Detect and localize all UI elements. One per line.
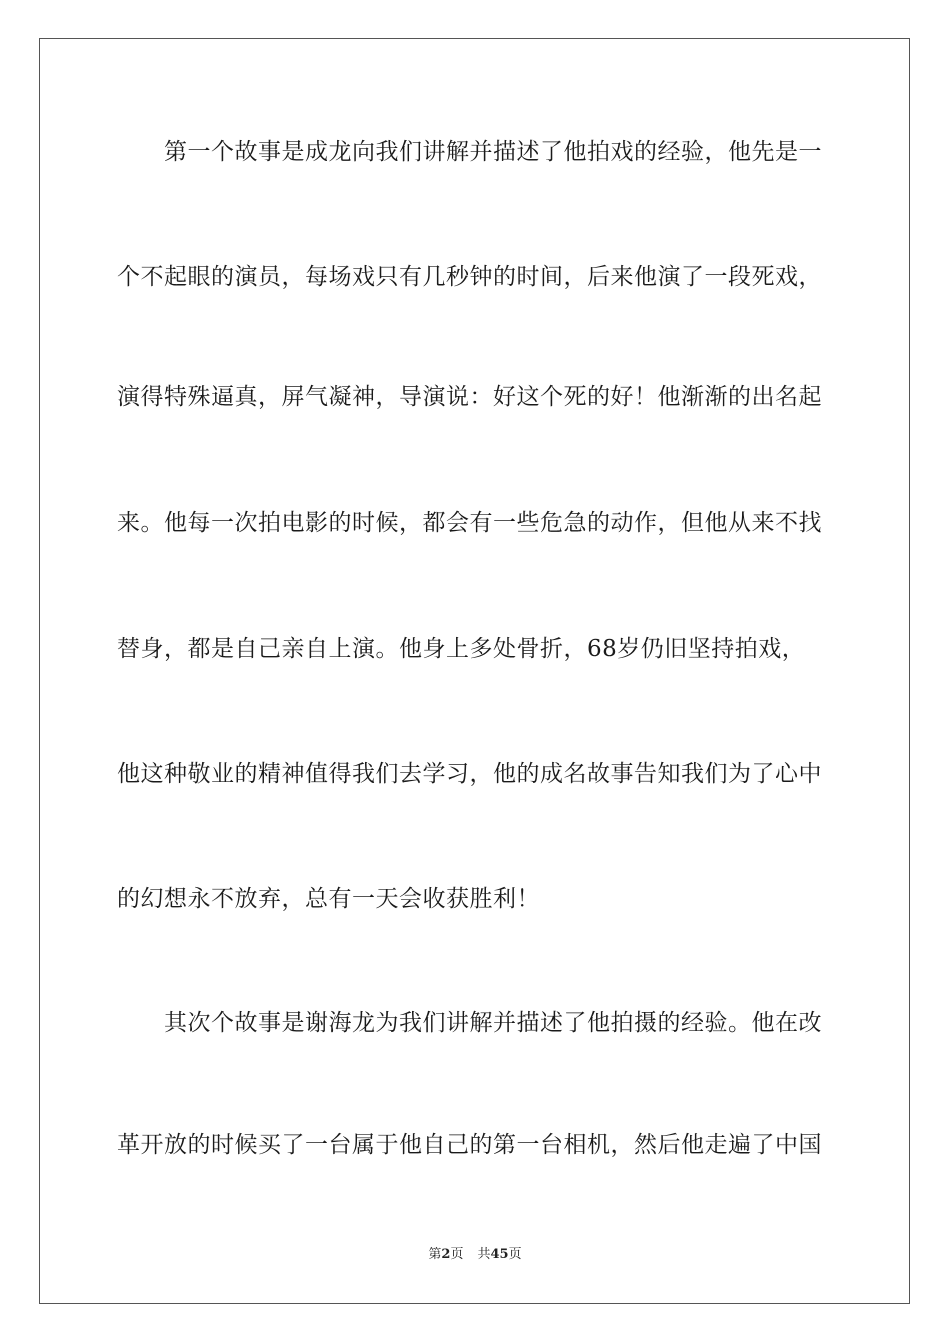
- page-border: [39, 38, 910, 1304]
- text-line: 演得特殊逼真，屏气凝神，导演说：好这个死的好！他渐渐的出名起: [117, 384, 822, 410]
- page-suffix: 页: [450, 1247, 464, 1262]
- total-pages: 45: [490, 1247, 509, 1262]
- text-line: 替身，都是自己亲自上演。他身上多处骨折，68岁仍旧坚持拍戏，: [117, 636, 806, 662]
- page-prefix: 第: [428, 1247, 442, 1262]
- page-footer: [0, 1246, 950, 1264]
- page-number: 2: [441, 1247, 451, 1262]
- text-line: 第一个故事是成龙向我们讲解并描述了他拍戏的经验，他先是一: [164, 139, 822, 165]
- text-line: 其次个故事是谢海龙为我们讲解并描述了他拍摄的经验。他在改: [164, 1010, 822, 1036]
- total-suffix: 页: [508, 1247, 522, 1262]
- total-prefix: 共: [477, 1247, 491, 1262]
- text-line: 的幻想永不放弃，总有一天会收获胜利！: [117, 886, 540, 912]
- text-line: 他这种敬业的精神值得我们去学习，他的成名故事告知我们为了心中: [117, 761, 822, 787]
- text-line: 革开放的时候买了一台属于他自己的第一台相机，然后他走遍了中国: [117, 1132, 822, 1158]
- text-line: 个不起眼的演员，每场戏只有几秒钟的时间，后来他演了一段死戏，: [117, 264, 822, 290]
- text-line: 来。他每一次拍电影的时候，都会有一些危急的动作，但他从来不找: [117, 510, 822, 536]
